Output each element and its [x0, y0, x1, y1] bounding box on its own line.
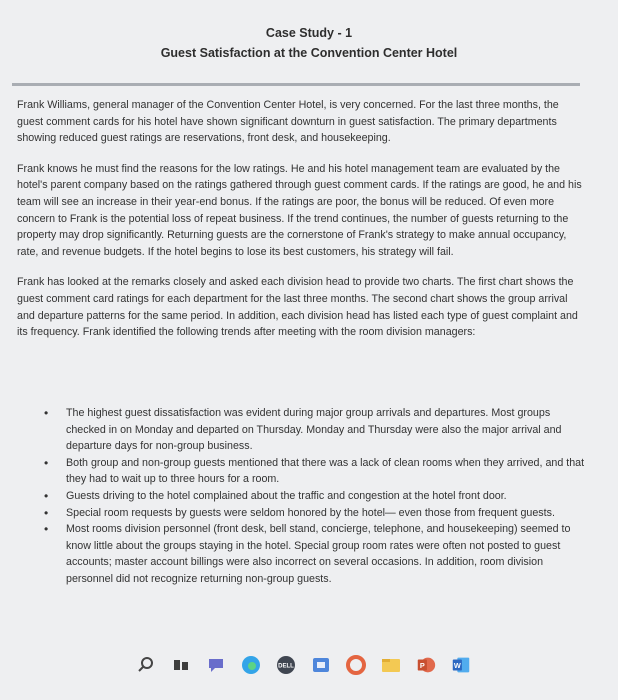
- list-item-text: Both group and non-group guests mentioned that there was a lack of clean rooms when they arrived, and that they had to wait up to three hours for a room.: [66, 456, 585, 486]
- word-icon[interactable]: [450, 654, 472, 676]
- powerpoint-icon[interactable]: [415, 654, 437, 676]
- w-label: W: [453, 661, 461, 671]
- list-item: [42, 405, 588, 455]
- bullet-icon: •: [44, 488, 49, 503]
- bullet-icon: •: [44, 522, 49, 537]
- paragraph-ratings: Frank knows he must find the reasons for the low ratings. He and his hotel management team are evaluated by the hotel's parent company based on the ratings gathered through guest comment cards. If the ratings are good, he and his team will see an increase in their year-end bonus. If the ratings are poor, the bonus will be reduced. Of even more concern to Frank is the potential loss of repeat business. If the trend continues, the number of guests returning to the property may drop significantly. Returning guests are the cornerstone of Frank's strategy to make annual occupancy, rate, and revenue budgets. If the hotel begins to lose its best customers, his strategy will fail.: [17, 162, 582, 258]
- list-item: [42, 505, 588, 522]
- paragraph-intro: Frank Williams, general manager of the Convention Center Hotel, is very concerned. For the last three months, the guest comment cards for his hotel have shown significant downturn in guest satisfaction. The primary departments showing reduced guest ratings are reservations, front desk, and housekeeping.: [17, 99, 559, 145]
- list-item: [42, 455, 588, 488]
- task-view-icon[interactable]: [170, 654, 192, 676]
- search-icon[interactable]: [135, 654, 157, 676]
- list-item: [42, 521, 588, 587]
- windows-start-icon[interactable]: [100, 654, 122, 676]
- case-study-label: Case Study - 1: [265, 26, 353, 40]
- dell-icon[interactable]: [275, 654, 297, 676]
- trend-list: [42, 405, 588, 588]
- bullet-icon: •: [44, 406, 49, 420]
- document-title: Guest Satisfaction at the Convention Center Hotel: [160, 46, 458, 60]
- list-item-text: Guests driving to the hotel complained about the traffic and congestion at the hotel front door.: [66, 489, 507, 502]
- list-item: [42, 488, 588, 505]
- office-icon[interactable]: [345, 654, 367, 676]
- list-item-text: Special room requests by guests were seldom honored by the hotel— even those from frequent guests.: [66, 506, 555, 519]
- p-label: P: [419, 661, 425, 671]
- paragraph-charts: Frank has looked at the remarks closely and asked each division head to provide two charts. The first chart shows the guest comment card ratings for each department for the last three months. The second chart shows the group arrival and departure patterns for the same period. In addition, each division head has listed each type of guest complaint and its frequency. Frank identified the following trends after meeting with the room division managers:: [17, 276, 578, 339]
- bullet-icon: •: [44, 505, 49, 520]
- document-header: [0, 24, 618, 62]
- file-explorer-icon[interactable]: [380, 654, 402, 676]
- taskbar: [100, 647, 540, 683]
- list-item-text: Most rooms division personnel (front desk, bell stand, concierge, telephone, and housekeeping) seemed to know little about the groups staying in the hotel. Special group room rates were often not posted to guest accounts; master account billings were also incorrect on several occasions. In addition, room division personnel did not recognize returning non-group guests.: [66, 523, 571, 585]
- chat-icon[interactable]: [205, 654, 227, 676]
- edge-browser-icon[interactable]: [240, 654, 262, 676]
- document-body: [17, 97, 585, 355]
- app-store-icon[interactable]: [310, 654, 332, 676]
- dell-label: DELL: [278, 663, 294, 670]
- bullet-icon: •: [44, 455, 49, 470]
- header-divider: [12, 83, 580, 86]
- list-item-text: The highest guest dissatisfaction was evident during major group arrivals and departures. Most groups checked in on Monday and departed on Thursday. Monday and Thursday were also the major arrival and departure days for non-group business.: [66, 407, 562, 453]
